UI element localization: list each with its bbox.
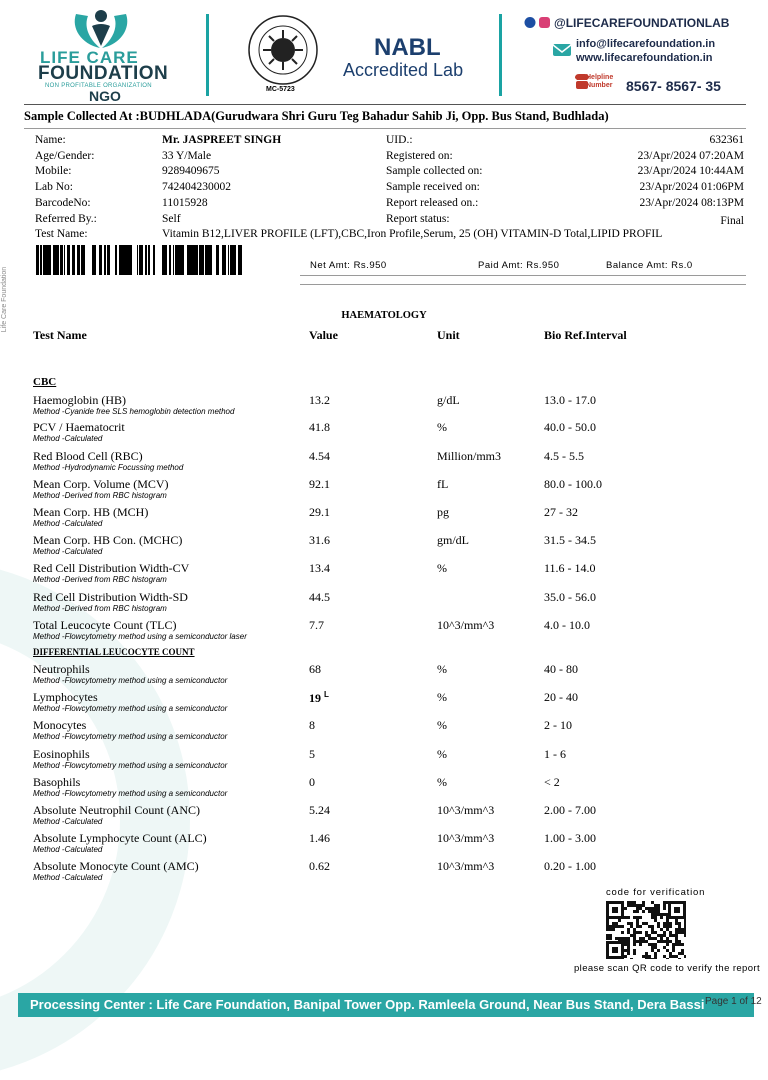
table-row: [0, 477, 768, 505]
test-method: Method -Flowcytometry method using a semiconductor: [33, 676, 228, 685]
test-value: 41.8: [309, 420, 330, 434]
table-row: [0, 533, 768, 561]
social-handle[interactable]: @LIFECAREFOUNDATIONLAB: [554, 16, 730, 30]
header-divider: [499, 14, 502, 96]
test-value: 5.24: [309, 803, 330, 817]
mobile-label: Mobile:: [35, 165, 72, 177]
social-icons: [524, 16, 552, 29]
test-unit: pg: [437, 505, 449, 519]
nabl-subtitle: Accredited Lab: [343, 60, 464, 80]
net-amount: Net Amt: Rs.950: [310, 260, 387, 271]
test-name: Red Blood Cell (RBC): [33, 449, 143, 463]
test-unit: 10^3/mm^3: [437, 859, 495, 873]
test-value: 5: [309, 747, 315, 761]
test-ref-interval: 11.6 - 14.0: [544, 561, 596, 575]
nabl-title: NABL: [374, 34, 441, 61]
table-row: [0, 831, 768, 859]
test-name: Basophils: [33, 775, 81, 789]
logo-line1: LIFE CARE: [40, 48, 139, 67]
table-row: [0, 561, 768, 589]
table-row: [0, 590, 768, 618]
test-ref-interval: 80.0 - 100.0: [544, 477, 602, 491]
test-ref-interval: 20 - 40: [544, 690, 578, 704]
col-unit: Unit: [437, 328, 460, 342]
test-method: Method -Calculated: [33, 547, 103, 556]
registered-label: Registered on:: [386, 150, 453, 162]
table-row: [0, 803, 768, 831]
test-method: Method -Flowcytometry method using a semiconductor: [33, 704, 228, 713]
test-method: Method -Calculated: [33, 845, 103, 854]
website-link[interactable]: www.lifecarefoundation.in: [576, 52, 713, 64]
section-title: HAEMATOLOGY: [341, 310, 427, 321]
test-unit: %: [437, 747, 447, 761]
test-value: 13.2: [309, 393, 330, 407]
labno-label: Lab No:: [35, 181, 74, 193]
test-unit: 10^3/mm^3: [437, 618, 495, 632]
released-value: 23/Apr/2024 08:13PM: [639, 197, 744, 209]
table-row: [0, 618, 768, 646]
col-value: Value: [309, 328, 338, 342]
test-value: 68: [309, 662, 321, 676]
test-ref-interval: 40 - 80: [544, 662, 578, 676]
referred-by: Self: [162, 213, 181, 225]
differential-heading: DIFFERENTIAL LEUCOCYTE COUNT: [33, 647, 195, 657]
barcode-label: BarcodeNo:: [35, 197, 91, 209]
header-divider: [206, 14, 209, 96]
divider: [300, 275, 746, 276]
test-ref-interval: 27 - 32: [544, 505, 578, 519]
paid-amount: Paid Amt: Rs.950: [478, 260, 560, 271]
logo-line3: NON PROFITABLE ORGANIZATION: [45, 83, 152, 89]
test-ref-interval: 31.5 - 34.5: [544, 533, 596, 547]
lab-number: 742404230002: [162, 181, 231, 193]
test-unit: 10^3/mm^3: [437, 803, 495, 817]
test-method: Method -Flowcytometry method using a semiconductor: [33, 789, 228, 798]
divider: [300, 284, 746, 285]
table-row: [0, 747, 768, 775]
footer-processing-center: Processing Center : Life Care Foundation, Banipal Tower Opp. Ramleela Ground, Near Bus Stand, Dera Bassi: [18, 993, 754, 1017]
test-unit: %: [437, 690, 447, 704]
balance-amount: Balance Amt: Rs.0: [606, 260, 693, 271]
test-name: Absolute Lymphocyte Count (ALC): [33, 831, 207, 845]
test-name: PCV / Haematocrit: [33, 420, 125, 434]
barcode-number: 11015928: [162, 197, 208, 209]
test-name: Lymphocytes: [33, 690, 98, 704]
table-row: [0, 718, 768, 746]
test-name: Mean Corp. HB (MCH): [33, 505, 149, 519]
table-row: [0, 420, 768, 448]
uid-value: 632361: [709, 134, 744, 146]
test-method: Method -Derived from RBC histogram: [33, 491, 167, 500]
table-row: [0, 662, 768, 690]
table-row: [0, 393, 768, 421]
test-method: Method -Derived from RBC histogram: [33, 604, 167, 613]
test-method: Method -Cyanide free SLS hemoglobin detection method: [33, 407, 235, 416]
test-value: 31.6: [309, 533, 330, 547]
email-icon: [552, 42, 572, 58]
test-unit: g/dL: [437, 393, 460, 407]
cbc-heading: CBC: [33, 376, 57, 388]
col-ref: Bio Ref.Interval: [544, 328, 627, 342]
verification-scan-text: please scan QR code to verify the report: [574, 963, 761, 974]
table-row: [0, 775, 768, 803]
table-row: [0, 505, 768, 533]
page-number: Page 1 of 12: [705, 996, 762, 1007]
test-unit: %: [437, 561, 447, 575]
test-value: 7.7: [309, 618, 324, 632]
report-status: Final: [720, 215, 744, 227]
test-ref-interval: 2.00 - 7.00: [544, 803, 596, 817]
test-name: Monocytes: [33, 718, 87, 732]
col-test-name: Test Name: [33, 328, 87, 342]
name-label: Name:: [35, 134, 66, 146]
test-unit: 10^3/mm^3: [437, 831, 495, 845]
table-row: [0, 449, 768, 477]
test-value: 29.1: [309, 505, 330, 519]
patient-mobile: 9289409675: [162, 165, 220, 177]
table-row: [0, 690, 768, 718]
test-name: Mean Corp. Volume (MCV): [33, 477, 169, 491]
test-method: Method -Calculated: [33, 519, 103, 528]
status-label: Report status:: [386, 213, 450, 225]
test-name: Red Cell Distribution Width-CV: [33, 561, 190, 575]
nabl-seal-icon: [244, 14, 322, 86]
sample-collected-at: Sample Collected At :BUDHLADA(Gurudwara Shri Guru Teg Bahadur Sahib Ji, Opp. Bus Stand, Budhlada): [24, 109, 609, 123]
test-value: 4.54: [309, 449, 330, 463]
test-unit: %: [437, 718, 447, 732]
test-method: Method -Derived from RBC histogram: [33, 575, 167, 584]
released-label: Report released on.:: [386, 197, 479, 209]
test-ref-interval: 4.0 - 10.0: [544, 618, 590, 632]
test-method: Method -Flowcytometry method using a semiconductor: [33, 732, 228, 741]
test-ref-interval: 0.20 - 1.00: [544, 859, 596, 873]
test-method: Method -Flowcytometry method using a semiconductor laser: [33, 632, 247, 641]
test-method: Method -Hydrodynamic Focussing method: [33, 463, 184, 472]
test-names: Vitamin B12,LIVER PROFILE (LFT),CBC,Iron Profile,Serum, 25 (OH) VITAMIN-D Total,LIPID PROFIL: [162, 228, 663, 240]
received-value: 23/Apr/2024 01:06PM: [639, 181, 744, 193]
patient-name: Mr. JASPREET SINGH: [162, 134, 282, 146]
test-value-flagged: [309, 690, 329, 706]
test-ref-interval: 40.0 - 50.0: [544, 420, 596, 434]
test-name: Absolute Neutrophil Count (ANC): [33, 803, 200, 817]
registered-value: 23/Apr/2024 07:20AM: [637, 150, 744, 162]
test-value: 44.5: [309, 590, 330, 604]
logo-ngo: NGO: [89, 88, 121, 104]
test-name: Haemoglobin (HB): [33, 393, 126, 407]
test-ref-interval: 2 - 10: [544, 718, 572, 732]
test-value: 13.4: [309, 561, 330, 575]
collected-value: 23/Apr/2024 10:44AM: [637, 165, 744, 177]
test-ref-interval: 13.0 - 17.0: [544, 393, 596, 407]
people-logo-icon: [66, 8, 136, 52]
test-ref-interval: 4.5 - 5.5: [544, 449, 584, 463]
test-unit: %: [437, 420, 447, 434]
test-method: Method -Calculated: [33, 434, 103, 443]
test-value: 0.62: [309, 859, 330, 873]
age-label: Age/Gender:: [35, 150, 95, 162]
test-value: 8: [309, 718, 315, 732]
test-unit: gm/dL: [437, 533, 469, 547]
test-ref-interval: 35.0 - 56.0: [544, 590, 596, 604]
test-name-label: Test Name:: [35, 228, 88, 240]
test-name: Red Cell Distribution Width-SD: [33, 590, 188, 604]
test-unit: %: [437, 775, 447, 789]
email-link[interactable]: info@lifecarefoundation.in: [576, 38, 716, 50]
test-method: Method -Calculated: [33, 873, 103, 882]
table-row: [0, 859, 768, 887]
test-ref-interval: 1 - 6: [544, 747, 566, 761]
test-unit: fL: [437, 477, 449, 491]
test-name: Neutrophils: [33, 662, 90, 676]
logo-line2: FOUNDATION: [38, 63, 169, 84]
test-ref-interval: < 2: [544, 775, 560, 789]
test-method: Method -Flowcytometry method using a semiconductor: [33, 761, 228, 770]
verification-code-label: code for verification: [606, 887, 706, 898]
test-value: 0: [309, 775, 315, 789]
patient-age: 33 Y/Male: [162, 150, 212, 162]
test-name: Mean Corp. HB Con. (MCHC): [33, 533, 183, 547]
referred-label: Referred By.:: [35, 213, 97, 225]
collected-label: Sample collected on:: [386, 165, 483, 177]
divider: [24, 128, 746, 129]
test-unit: Million/mm3: [437, 449, 502, 463]
helpline-label: Helpline Number: [586, 74, 614, 89]
test-value: 19: [309, 691, 321, 705]
side-watermark: Life Care Foundation: [1, 266, 9, 333]
divider: [24, 104, 746, 105]
received-label: Sample received on:: [386, 181, 480, 193]
seal-code: MC-5723: [266, 86, 295, 93]
test-unit: %: [437, 662, 447, 676]
test-name: Total Leucocyte Count (TLC): [33, 618, 177, 632]
uid-label: UID.:: [386, 134, 413, 146]
qr-code-icon[interactable]: [606, 901, 686, 959]
barcode-image: [36, 245, 244, 275]
result-flag: L: [324, 690, 329, 699]
test-name: Absolute Monocyte Count (AMC): [33, 859, 199, 873]
test-value: 92.1: [309, 477, 330, 491]
test-ref-interval: 1.00 - 3.00: [544, 831, 596, 845]
test-method: Method -Calculated: [33, 817, 103, 826]
test-value: 1.46: [309, 831, 330, 845]
test-name: Eosinophils: [33, 747, 90, 761]
helpline-number[interactable]: 8567- 8567- 35: [626, 78, 721, 94]
